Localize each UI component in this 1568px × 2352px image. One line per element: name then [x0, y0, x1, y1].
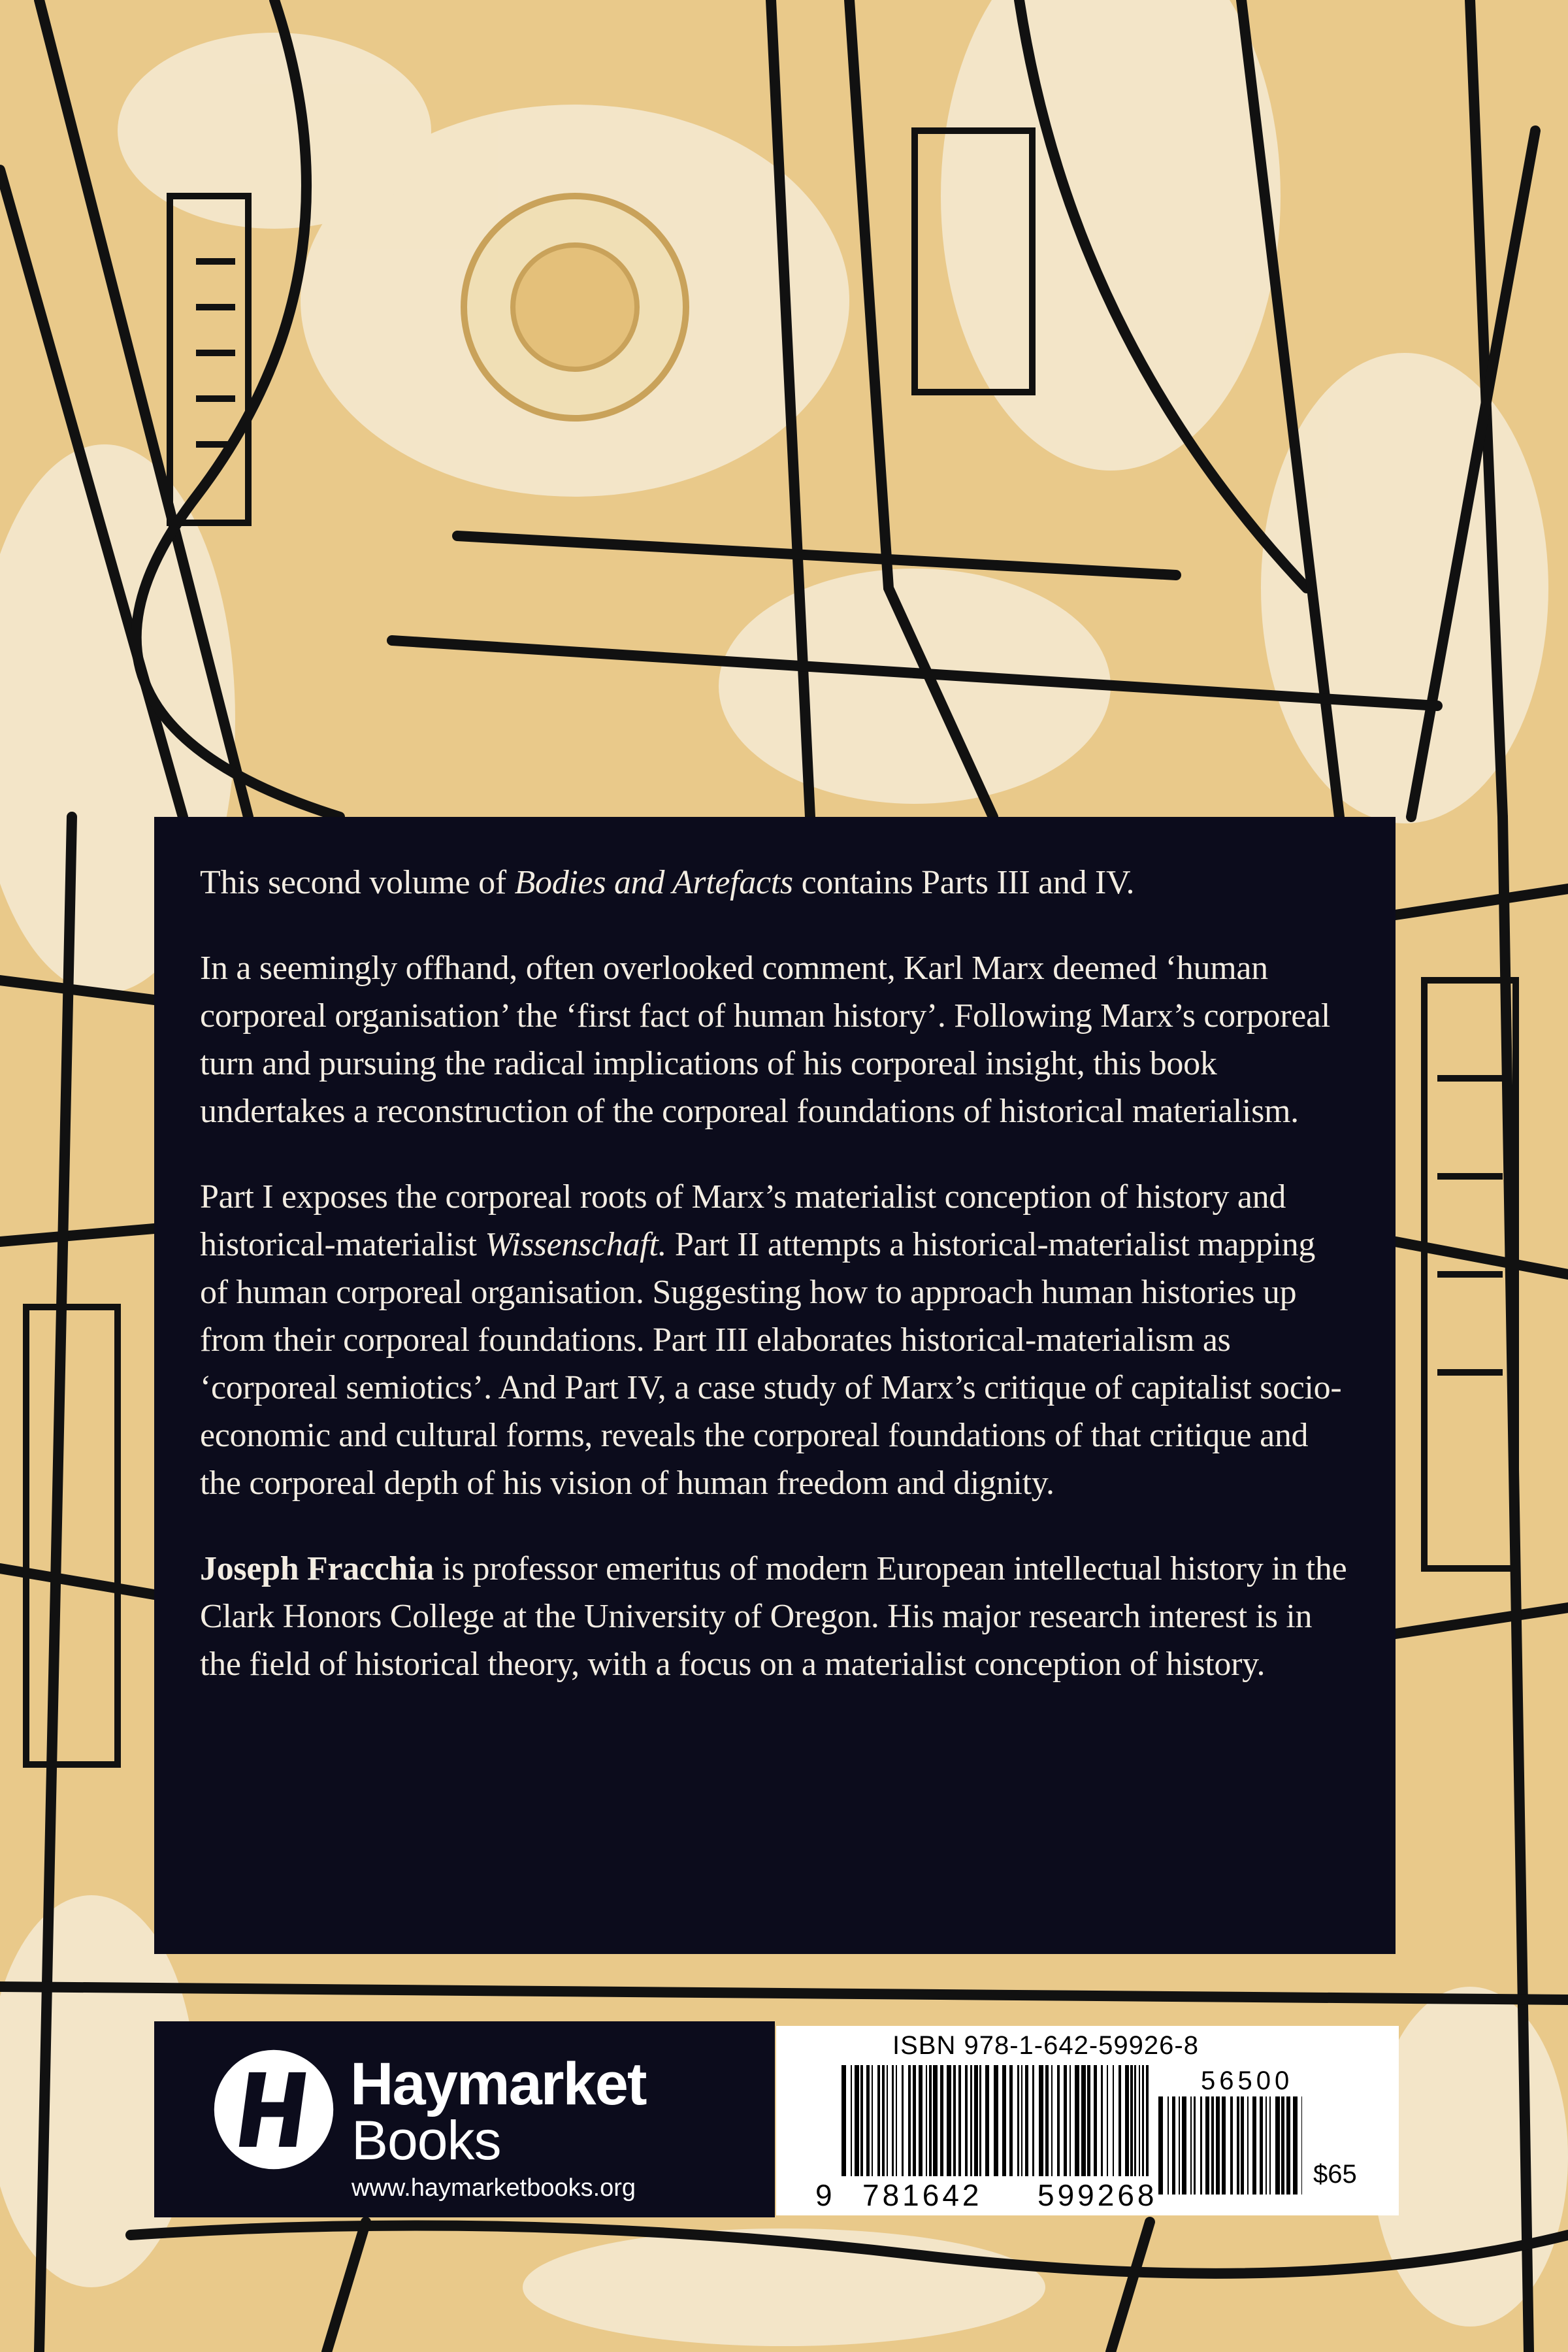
flower-motif — [464, 196, 686, 418]
publisher-name-line2: Books — [351, 2110, 501, 2171]
parts-paragraph: Part I exposes the corporeal roots of Marx’s materialist conception of history and historical-materialist Wissenschaft. Part II attempts a historical-materialist mapping of human corporeal organisation. Suggesting how to approach human histories up from their corporeal foundations. Part III elaborates historical-materialism as ‘corporeal semiotics’. And Part IV, a case study of Marx’s critique of capitalist socio-economic and cultural forms, reveals the corporeal foundations of that critique and the corporeal depth of his vision of human freedom and dignity. — [200, 1178, 1342, 1502]
author-name: Joseph Fracchia — [200, 1550, 434, 1587]
blurb-panel — [154, 817, 1396, 1954]
haymarket-h-icon — [212, 2047, 336, 2172]
isbn-label: ISBN 978-1-642-59926-8 — [892, 2031, 1199, 2060]
publisher-url: www.haymarketbooks.org — [351, 2174, 636, 2202]
barcode-digits-right: 599268 — [1037, 2178, 1158, 2212]
intro-paragraph: This second volume of Bodies and Artefacts contains Parts III and IV. — [200, 864, 1135, 901]
publisher-logo-box — [154, 2021, 775, 2217]
barcode-digit-first: 9 — [815, 2178, 832, 2212]
price-barcode-bars — [1158, 2096, 1302, 2195]
price-code: 56500 — [1201, 2066, 1294, 2095]
price-label: $65 — [1313, 2160, 1357, 2189]
book-title: Bodies and Artefacts — [514, 864, 793, 901]
isbn-barcode-box — [776, 2026, 1399, 2215]
author-bio-paragraph: Joseph Fracchia is professor emeritus of modern European intellectual history in the Clark Honors College at the University of Oregon. His major research interest is in the field of historical theory, with a focus on a materialist conception of history. — [200, 1550, 1347, 1683]
publisher-name-line1: Haymarket — [350, 2051, 646, 2117]
barcode-digits-left: 781642 — [862, 2178, 983, 2212]
wissenschaft-term: Wissenschaft. — [485, 1226, 667, 1263]
summary-paragraph: In a seemingly offhand, often overlooked comment, Karl Marx deemed ‘human corporeal organisation’ the ‘first fact of human history’. Following Marx’s corporeal turn and pursuing the radical implications of his corporeal insight, this book undertakes a reconstruction of the corporeal foundations of historical materialism. — [200, 950, 1330, 1130]
